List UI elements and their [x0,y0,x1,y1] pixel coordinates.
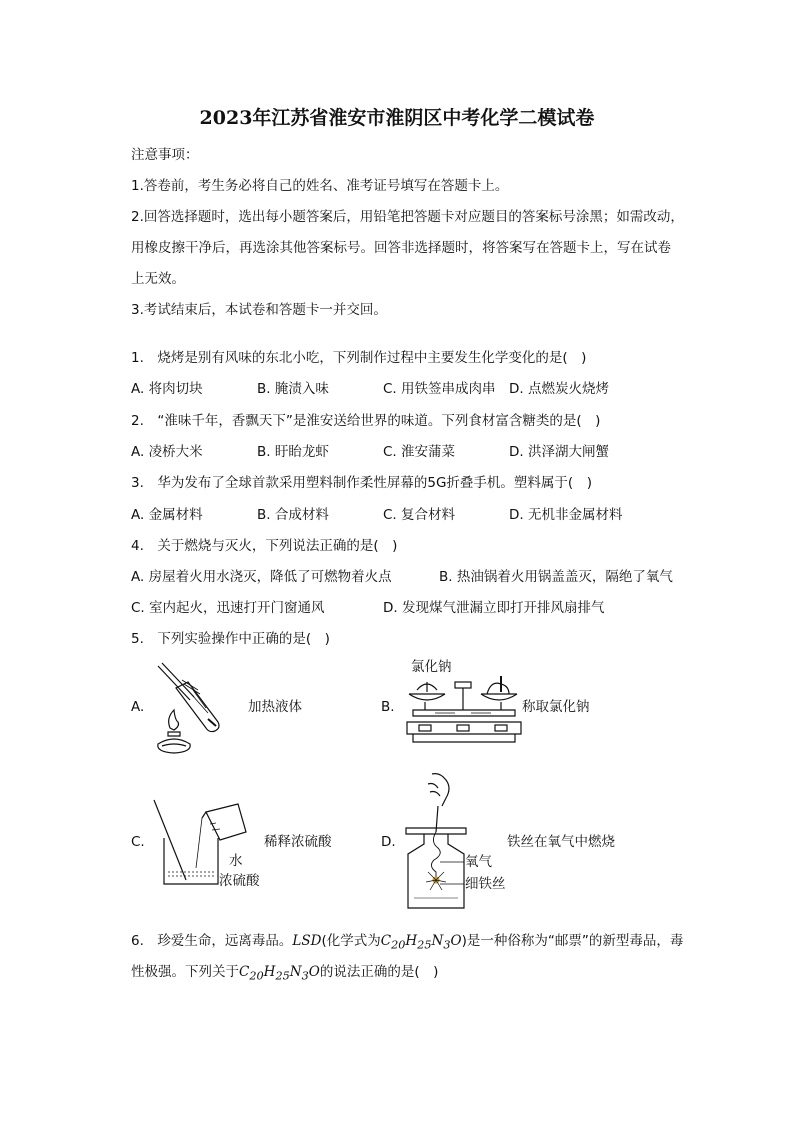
question-6-line-2-tail: 的说法正确的是( ) [319,964,439,980]
formula-n-sub-2: 3 [301,969,309,983]
formula-c-sub-2: 20 [249,969,264,983]
question-5-option-d-caption: 铁丝在氧气中燃烧 [507,834,615,850]
notice-item-2-line-1: 2.回答选择题时，选出每小题答案后，用铅笔把答题卡对应题目的答案标号涂黑；如需改动， [131,209,684,225]
formula-lead: (化学式为 [321,933,381,949]
question-3-option-c: C. 复合材料 [383,507,456,523]
question-2-option-c: C. 淮安蒲菜 [383,444,456,460]
question-4-option-d: D. 发现煤气泄漏立即打开排风扇排气 [383,600,605,616]
question-5-option-c-letter: C. [131,834,145,850]
formula-n-sub: 3 [443,938,451,952]
question-1-stem: 1. 烧烤是别有风味的东北小吃，下列制作过程中主要发生化学变化的是( ) [131,350,587,366]
question-5-stem: 5. 下列实验操作中正确的是( ) [131,631,330,647]
formula-c-sub: 20 [391,938,406,952]
option-d-pointer-lines [440,860,466,890]
question-3-option-b: B. 合成材料 [257,507,329,523]
question-2-stem: 2. “淮味千年，香飘天下”是淮安送给世界的味道。下列食材富含糖类的是( ) [131,413,601,429]
question-5-option-d-letter: D. [381,834,396,850]
notice-item-2-line-3: 上无效。 [131,271,185,287]
question-5-option-c-label-acid: 浓硫酸 [219,873,260,889]
question-3-option-d: D. 无机非金属材料 [509,507,623,523]
iron-wire-burning-figure [402,772,472,912]
notice-item-1: 1.答卷前，考生务必将自己的姓名、准考证号填写在答题卡上。 [131,178,509,194]
question-2-option-b: B. 盱眙龙虾 [257,444,329,460]
question-5-option-b-letter: B. [381,699,395,715]
question-3-option-a: A. 金属材料 [131,507,203,523]
question-3-stem: 3. 华为发布了全球首款采用塑料制作柔性屏幕的5G折叠手机。塑料属于( ) [131,475,592,491]
heating-liquid-figure [148,660,238,755]
formula-n: N [431,933,444,949]
question-6-line-2 [131,963,438,986]
question-1-option-a: A. 将肉切块 [131,381,203,397]
formula-c-2: C [239,964,250,980]
page-title: 2023年江苏省淮安市淮阴区中考化学二模试卷 [199,107,595,129]
question-5-option-a-letter: A. [131,699,145,715]
question-5-option-c-label-water: 水 [229,853,243,869]
formula-n-2: N [289,964,302,980]
question-6-line-2-lead: 性极强。下列关于 [131,964,239,980]
question-2-option-a: A. 凌桥大米 [131,444,203,460]
formula-h: H [405,933,418,949]
formula-h-2: H [263,964,276,980]
question-1-option-b: B. 腌渍入味 [257,381,329,397]
notice-heading: 注意事项： [131,147,199,163]
lsd-abbrev: LSD [292,933,322,949]
formula-c: C [380,933,392,949]
question-4-option-a: A. 房屋着火用水浇灭，降低了可燃物着火点 [131,569,392,585]
question-5-option-d-label-oxygen: 氧气 [465,854,492,870]
question-6-intro: 6. 珍爱生命，远离毒品。 [131,933,293,949]
question-1-option-c: C. 用铁签串成肉串 [383,381,496,397]
question-2-option-d: D. 洪泽湖大闸蟹 [509,444,609,460]
question-5-option-b-caption: 称取氯化钠 [522,699,590,715]
question-1-option-d: D. 点燃炭火烧烤 [509,381,609,397]
question-4-stem: 4. 关于燃烧与灭火，下列说法正确的是( ) [131,538,398,554]
formula-o: O [450,933,462,949]
question-5-option-a-caption: 加热液体 [248,699,302,715]
notice-item-3: 3.考试结束后，本试卷和答题卡一并交回。 [131,302,387,318]
question-4-option-b: B. 热油锅着火用锅盖盖灭，隔绝了氧气 [439,569,673,585]
formula-o-2: O [308,964,320,980]
question-6-line-1 [131,932,683,955]
question-6-line-1-tail: )是一种俗称为“邮票”的新型毒品，毒 [461,933,684,949]
weighing-balance-figure [405,676,525,756]
notice-item-2-line-2: 用橡皮擦干净后，再选涂其他答案标号。回答非选择题时，将答案写在答题卡上，写在试卷 [131,240,671,256]
formula-h-sub-2: 25 [275,969,290,983]
question-4-option-c: C. 室内起火，迅速打开门窗通风 [131,600,325,616]
question-5-option-d-label-wire: 细铁丝 [465,876,506,892]
formula-h-sub: 25 [417,938,432,952]
question-5-option-b-label: 氯化钠 [411,659,452,675]
question-5-option-c-caption: 稀释浓硫酸 [264,834,332,850]
